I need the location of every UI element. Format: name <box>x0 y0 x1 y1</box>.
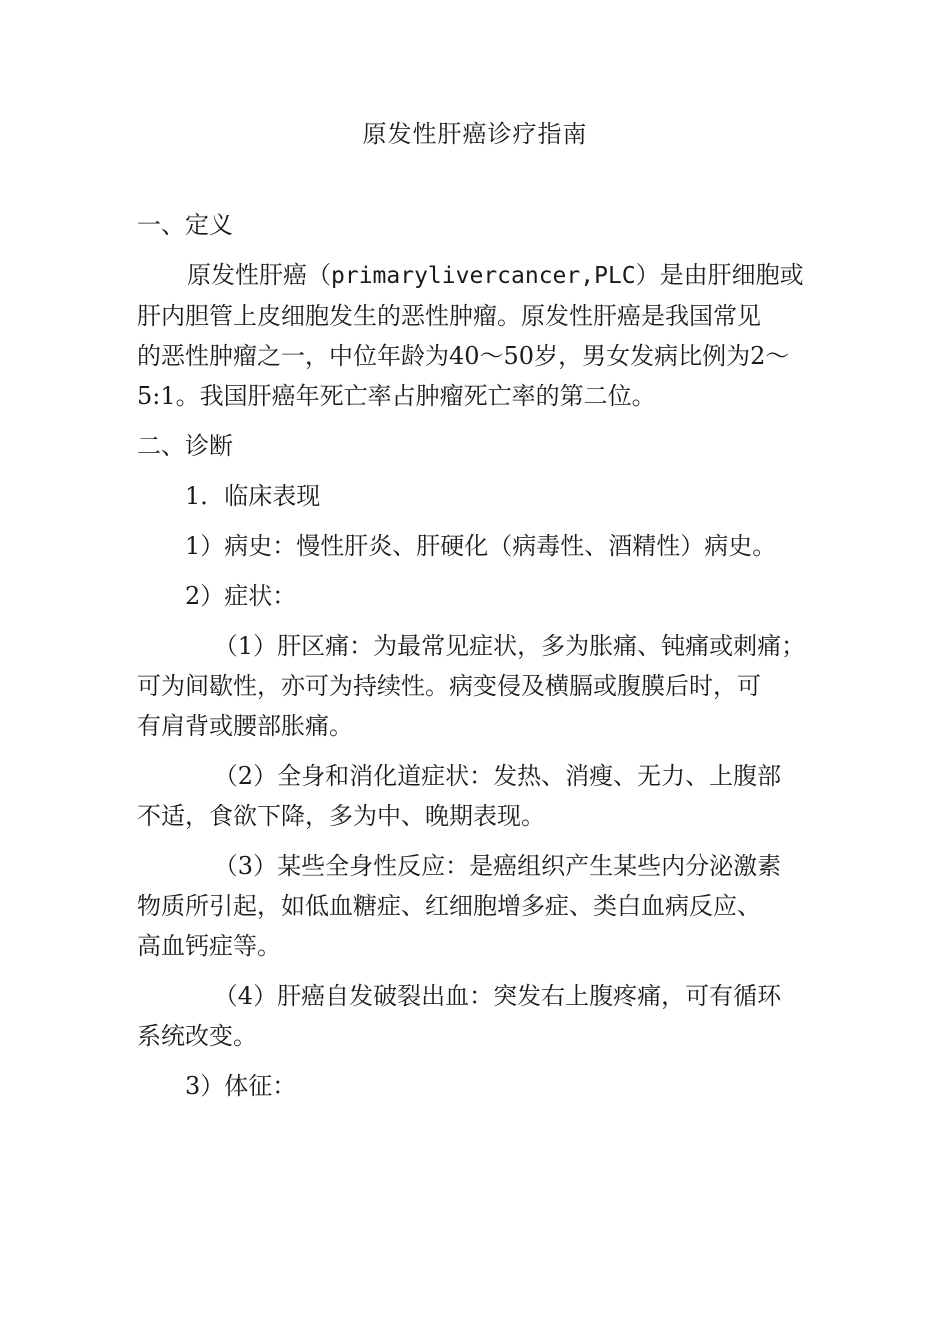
document-title: 原发性肝癌诊疗指南 <box>362 120 588 148</box>
item-history: 1）病史：慢性肝炎、肝硬化（病毒性、酒精性）病史。 <box>185 532 777 560</box>
subheading-clinical: 1．临床表现 <box>185 482 321 510</box>
definition-paragraph: 原发性肝癌（primarylivercancer,PLC）是由肝细胞或 肝内胆管上皮细胞发生的恶性肿瘤。原发性肝癌是我国常见 的恶性肿瘤之一，中位年龄为40〜50岁，男女发病比例为2〜 5:1。我国肝癌年死亡率占肿瘤死亡率的第二位。 <box>137 261 804 410</box>
section-heading-diagnosis: 二、诊断 <box>137 432 233 460</box>
item-symptoms: 2）症状： <box>185 582 297 610</box>
symptom-3: （3）某些全身性反应：是癌组织产生某些内分泌激素 物质所引起，如低血糖症、红细胞增多症、类白血病反应、 高血钙症等。 <box>137 852 782 960</box>
item-signs: 3）体征： <box>185 1072 297 1100</box>
document-body <box>137 205 827 1106</box>
section-heading-definition: 一、定义 <box>137 211 233 239</box>
symptom-4: （4）肝癌自发破裂出血：突发右上腹疼痛，可有循环 系统改变。 <box>137 982 782 1050</box>
symptom-2: （2）全身和消化道症状：发热、消瘦、无力、上腹部 不适，食欲下降，多为中、晚期表现。 <box>137 762 782 830</box>
symptom-1: （1）肝区痛：为最常见症状，多为胀痛、钝痛或刺痛； 可为间歇性，亦可为持续性。病变侵及横膈或腹膜后时，可 有肩背或腰部胀痛。 <box>137 632 806 740</box>
